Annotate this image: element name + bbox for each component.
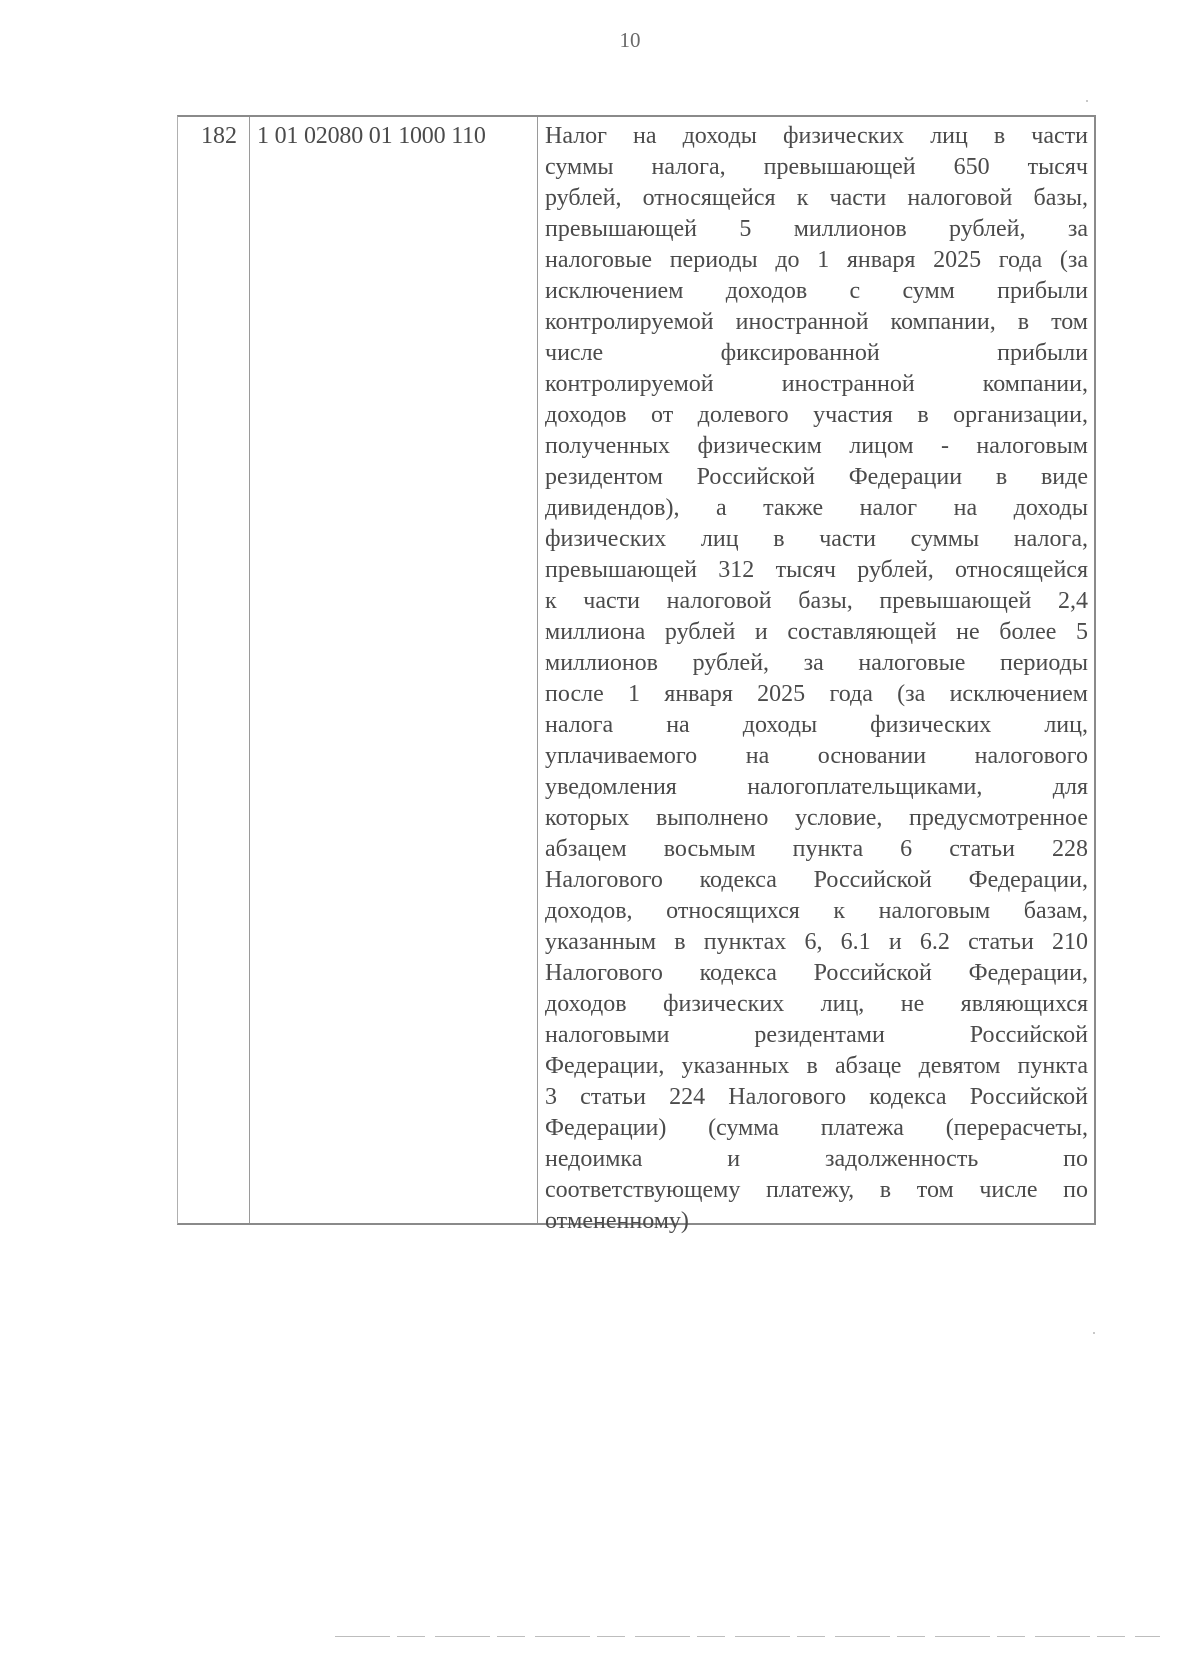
description-line: Налогового кодекса Российской Федерации, [545, 867, 1088, 893]
description-line: уведомления налогоплательщиками, для [545, 774, 1088, 800]
description-line: налоговые периоды до 1 января 2025 года (за [545, 247, 1088, 273]
description-line: исключением доходов с сумм прибыли [545, 278, 1088, 304]
description-line: Федерации, указанных в абзаце девятом пункта [545, 1053, 1088, 1079]
scan-artifact-line [335, 1636, 1160, 1637]
description-line: Налог на доходы физических лиц в части [545, 123, 1088, 149]
description-line: миллионов рублей, за налоговые периоды [545, 650, 1088, 676]
description-line: отмененному) [545, 1208, 689, 1234]
description-line: к части налоговой базы, превышающей 2,4 [545, 588, 1088, 614]
description-line: налога на доходы физических лиц, [545, 712, 1088, 738]
description-line: доходов физических лиц, не являющихся [545, 991, 1088, 1017]
description-line: абзацем восьмым пункта 6 статьи 228 [545, 836, 1088, 862]
description-line: Налогового кодекса Российской Федерации, [545, 960, 1088, 986]
page-number: 10 [619, 28, 641, 52]
description-line: после 1 января 2025 года (за исключением [545, 681, 1088, 707]
description-line: миллиона рублей и составляющей не более 5 [545, 619, 1088, 645]
description-line: которых выполнено условие, предусмотренное [545, 805, 1088, 831]
description-line: физических лиц в части суммы налога, [545, 526, 1088, 552]
description-line: недоимка и задолженность по [545, 1146, 1088, 1172]
description-line: налоговыми резидентами Российской [545, 1022, 1088, 1048]
budget-classification-table [177, 115, 1096, 1234]
admin-code: 182 [201, 123, 237, 149]
description-line: превышающей 5 миллионов рублей, за [545, 216, 1088, 242]
description-line: дивидендов), а также налог на доходы [545, 495, 1088, 521]
description-line: указанным в пунктах 6, 6.1 и 6.2 статьи 210 [545, 929, 1088, 955]
kbk-code-cell [250, 117, 538, 1223]
description-line: числе фиксированной прибыли [545, 340, 1088, 366]
description-line: резидентом Российской Федерации в виде [545, 464, 1088, 490]
description-cell [538, 117, 1094, 1234]
description-text [545, 121, 1088, 1237]
description-line: 3 статьи 224 Налогового кодекса Российской [545, 1084, 1088, 1110]
description-line: доходов от долевого участия в организации, [545, 402, 1088, 428]
description-line: соответствующему платежу, в том числе по [545, 1177, 1088, 1203]
description-line: Федерации) (сумма платежа (перерасчеты, [545, 1115, 1088, 1141]
admin-code-cell [178, 117, 250, 1223]
scan-dust-dot [1093, 1332, 1095, 1334]
description-line: контролируемой иностранной компании, в том [545, 309, 1088, 335]
description-line: контролируемой иностранной компании, [545, 371, 1088, 397]
description-line: суммы налога, превышающей 650 тысяч [545, 154, 1088, 180]
kbk-code: 1 01 02080 01 1000 110 [257, 123, 486, 149]
description-line: рублей, относящейся к части налоговой базы, [545, 185, 1088, 211]
description-line: уплачиваемого на основании налогового [545, 743, 1088, 769]
description-line: доходов, относящихся к налоговым базам, [545, 898, 1088, 924]
description-line: превышающей 312 тысяч рублей, относящейся [545, 557, 1088, 583]
description-line: полученных физическим лицом - налоговым [545, 433, 1088, 459]
scan-dust-dot [1086, 100, 1088, 102]
